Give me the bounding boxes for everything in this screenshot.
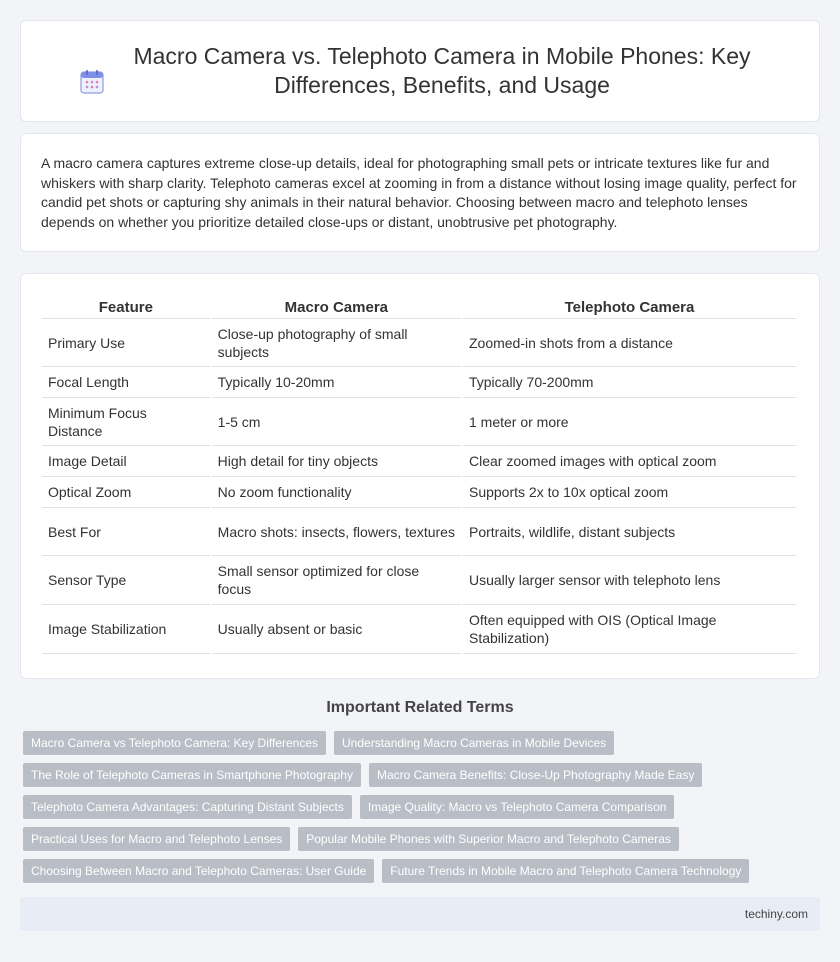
cell-feature: Primary Use (42, 319, 210, 367)
intro-card (20, 133, 820, 252)
table-row (42, 556, 796, 605)
cell-macro: Usually absent or basic (212, 605, 461, 654)
table-row (42, 319, 796, 367)
cell-telephoto: Portraits, wildlife, distant subjects (463, 508, 796, 556)
cell-telephoto: Clear zoomed images with optical zoom (463, 446, 796, 477)
cell-macro: Typically 10-20mm (212, 367, 461, 398)
header-telephoto-camera: Telephoto Camera (463, 294, 796, 319)
cell-macro: 1-5 cm (212, 398, 461, 446)
footer-site-link[interactable]: techiny.com (744, 907, 808, 921)
cell-feature: Best For (42, 508, 210, 556)
cell-telephoto: Typically 70-200mm (463, 367, 796, 398)
related-term-tag[interactable]: Popular Mobile Phones with Superior Macro and Telephoto Cameras (298, 827, 679, 851)
related-terms-tags (23, 731, 813, 883)
cell-feature: Minimum Focus Distance (42, 398, 210, 446)
related-term-tag[interactable]: Choosing Between Macro and Telephoto Cameras: User Guide (23, 859, 374, 883)
table-header-row (42, 294, 796, 319)
related-term-tag[interactable]: Telephoto Camera Advantages: Capturing Distant Subjects (23, 795, 352, 819)
footer (20, 897, 820, 931)
related-term-tag[interactable]: Understanding Macro Cameras in Mobile Devices (334, 731, 614, 755)
related-term-tag[interactable]: Macro Camera vs Telephoto Camera: Key Differences (23, 731, 326, 755)
header-feature: Feature (42, 294, 210, 319)
cell-macro: Small sensor optimized for close focus (212, 556, 461, 605)
cell-macro: Close-up photography of small subjects (212, 319, 461, 367)
cell-macro: Macro shots: insects, flowers, textures (212, 508, 461, 556)
table-row (42, 446, 796, 477)
comparison-table-card (20, 273, 820, 679)
cell-feature: Focal Length (42, 367, 210, 398)
title-card (20, 20, 820, 122)
cell-telephoto: Usually larger sensor with telephoto lens (463, 556, 796, 605)
cell-macro: No zoom functionality (212, 477, 461, 508)
cell-telephoto: Often equipped with OIS (Optical Image Stabilization) (463, 605, 796, 654)
table-row (42, 508, 796, 556)
cell-telephoto: Zoomed-in shots from a distance (463, 319, 796, 367)
related-term-tag[interactable]: Image Quality: Macro vs Telephoto Camera Comparison (360, 795, 675, 819)
comparison-table (40, 294, 798, 654)
related-term-tag[interactable]: Macro Camera Benefits: Close-Up Photography Made Easy (369, 763, 702, 787)
table-row (42, 477, 796, 508)
related-term-tag[interactable]: Practical Uses for Macro and Telephoto Lenses (23, 827, 290, 851)
page-title: Macro Camera vs. Telephoto Camera in Mobile Phones: Key Differences, Benefits, and Usage (133, 43, 751, 98)
table-row (42, 398, 796, 446)
cell-feature: Image Stabilization (42, 605, 210, 654)
title-wrap (50, 42, 790, 100)
related-terms-heading: Important Related Terms (326, 699, 514, 716)
cell-telephoto: Supports 2x to 10x optical zoom (463, 477, 796, 508)
cell-macro: High detail for tiny objects (212, 446, 461, 477)
cell-telephoto: 1 meter or more (463, 398, 796, 446)
cell-feature: Optical Zoom (42, 477, 210, 508)
related-term-tag[interactable]: The Role of Telephoto Cameras in Smartphone Photography (23, 763, 361, 787)
intro-paragraph: A macro camera captures extreme close-up details, ideal for photographing small pets or intricate textures like fur and whiskers with sharp clarity. Telephoto cameras excel at zooming in from a distance without losing image quality, perfect for candid pet shots or capturing shy animals in their natural behavior. Choosing between macro and telephoto lenses depends on whether you prioritize detailed close-ups or distant, unobtrusive pet photography. (41, 155, 797, 230)
header-macro-camera: Macro Camera (212, 294, 461, 319)
cell-feature: Image Detail (42, 446, 210, 477)
calendar-icon (78, 68, 106, 96)
table-row (42, 367, 796, 398)
table-row (42, 605, 796, 654)
related-term-tag[interactable]: Future Trends in Mobile Macro and Telephoto Camera Technology (382, 859, 749, 883)
cell-feature: Sensor Type (42, 556, 210, 605)
